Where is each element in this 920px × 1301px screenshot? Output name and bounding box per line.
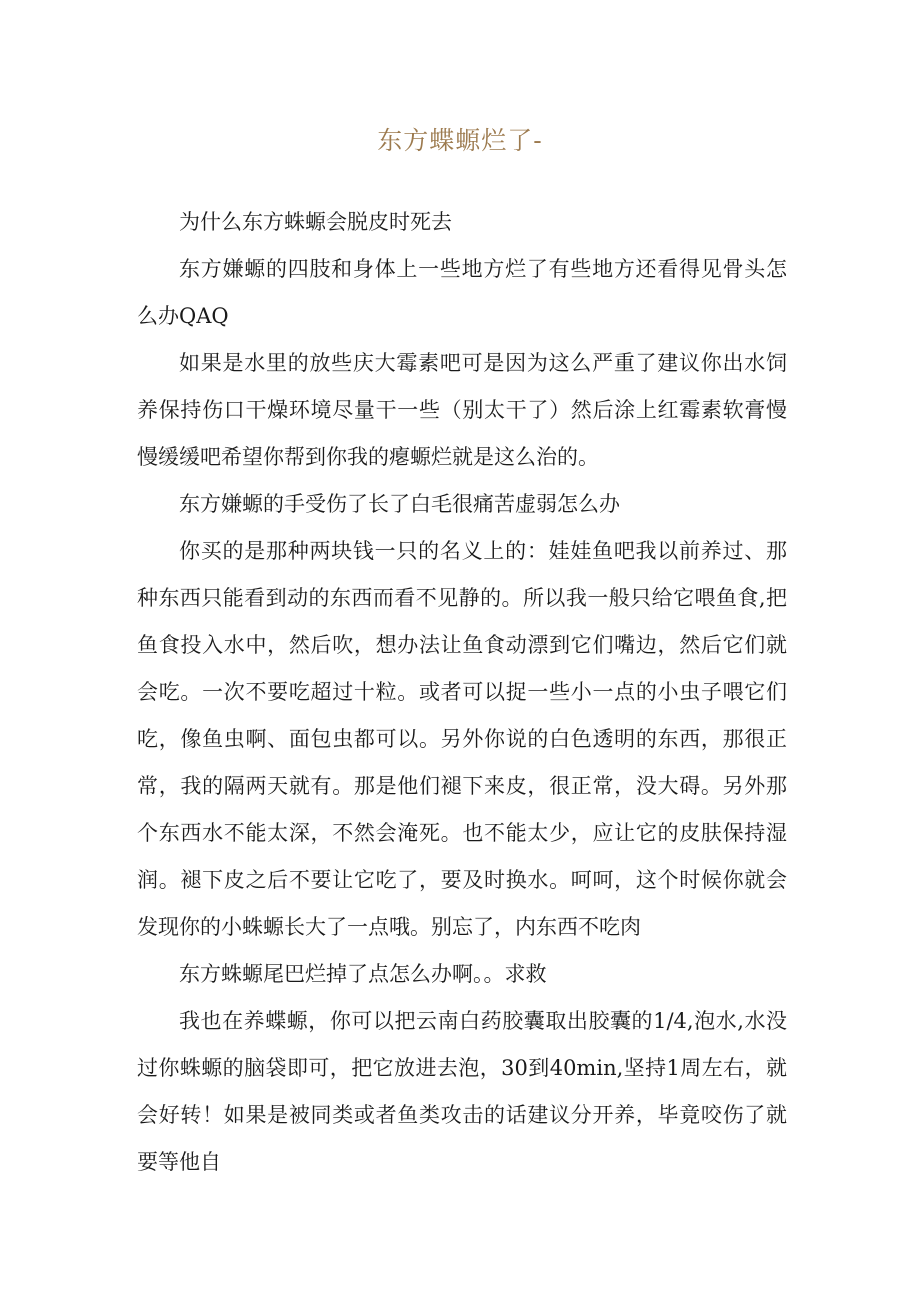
paragraph-question-4: 东方蛛螈尾巴烂掉了点怎么办啊。。求救 — [179, 962, 547, 986]
paragraph-answer-2: 如果是水里的放些庆大霉素吧可是因为这么严重了建议你出水饲养保持伤口干燥环境尽量干一些（别太干了）然后涂上红霉素软膏慢慢缓缓吧希望你帮到你我的瘪螈烂就是这么治的。 — [137, 351, 787, 469]
paragraph-answer-4: 我也在养蝶螈，你可以把云南白药胶囊取出胶囊的1/4,泡水,水没过你蛛螈的脑袋即可，把它放进去泡，30到40min,坚持1周左右，就会好转！如果是被同类或者鱼类攻击的话建议分开养，毕竟咬伤了就要等他自 — [137, 1009, 787, 1174]
paragraph-question-2: 东方嫌螈的四肢和身体上一些地方烂了有些地方还看得见骨头怎么办QAQ — [137, 257, 787, 328]
document-title: 东方蝶螈烂了- — [377, 126, 543, 155]
document-body — [137, 199, 787, 1186]
paragraph-question-1: 为什么东方蛛螈会脱皮时死去 — [179, 210, 452, 234]
paragraph-answer-3: 你买的是那种两块钱一只的名义上的：娃娃鱼吧我以前养过、那种东西只能看到动的东西而看不见静的。所以我一般只给它喂鱼食,把鱼食投入水中，然后吹，想办法让鱼食动漂到它们嘴边，然后它们就会吃。一次不要吃超过十粒。或者可以捉一些小一点的小虫子喂它们吃，像鱼虫啊、面包虫都可以。另外你说的白色透明的东西，那很正常，我的隔两天就有。那是他们褪下来皮，很正常，没大碍。另外那个东西水不能太深，不然会淹死。也不能太少，应让它的皮肤保持湿润。褪下皮之后不要让它吃了，要及时换水。呵呵，这个时候你就会发现你的小蛛螈长大了一点哦。别忘了，内东西不吃肉 — [137, 539, 787, 939]
paragraph-question-3: 东方嫌螈的手受伤了长了白毛很痛苦虚弱怎么办 — [179, 492, 620, 516]
